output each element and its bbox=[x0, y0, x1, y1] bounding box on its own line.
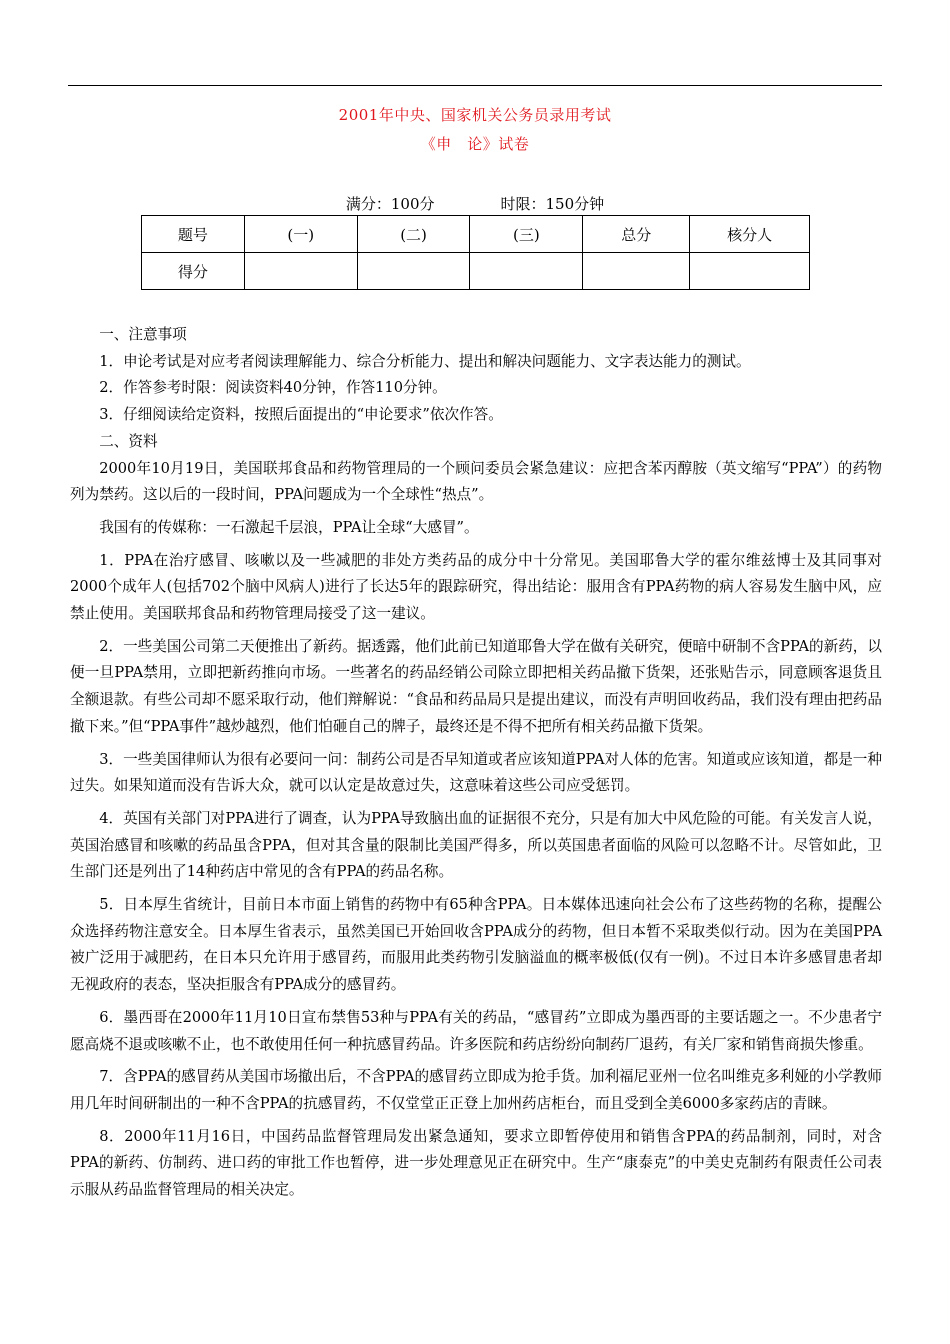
full-score: 满分：100分 bbox=[345, 195, 435, 213]
document-body bbox=[70, 322, 882, 1204]
exam-title: 2001年中央、国家机关公务员录用考试 bbox=[338, 106, 612, 124]
material-paragraph: 7．含PPA的感冒药从美国市场撤出后，不含PPA的感冒药立即成为抢手货。加利福尼亚州一位名叫维克多利娅的小学教师用几年时间研制出的一种不含PPA的抗感冒药，不仅堂堂正正登上加州药店柜台，而且受到全美6000多家药店的青睐。 bbox=[70, 1068, 882, 1112]
material-paragraph: 5．日本厚生省统计，目前日本市面上销售的药物中有65种含PPA。日本媒体迅速向社会公布了这些药物的名称，提醒公众选择药物注意安全。日本厚生省表示，虽然美国已开始回收含PPA成分的药物，但日本暂不采取类似行动。因为在美国PPA被广泛用于减肥药，在日本只允许用于感冒药，而服用此类药物引发脑溢血的概率极低(仅有一例)。不过日本许多感冒患者却无视政府的表态，坚决拒服含有PPA成分的感冒药。 bbox=[70, 896, 882, 994]
header-cell-total: 总分 bbox=[583, 216, 690, 253]
note-item: 3．仔细阅读给定资料，按照后面提出的“申论要求”依次作答。 bbox=[99, 406, 503, 424]
exam-meta bbox=[0, 193, 950, 214]
material-paragraph: 4．英国有关部门对PPA进行了调查，认为PPA导致脑出血的证据很不充分，只是有加大中风危险的可能。有关发言人说，英国治感冒和咳嗽的药品虽含PPA，但对其含量的限制比美国严得多，所以英国患者面临的风险可以忽略不计。尽管如此，卫生部门还是列出了14种药店中常见的含有PPA的药品名称。 bbox=[70, 809, 882, 881]
material-paragraph: 1．PPA在治疗感冒、咳嗽以及一些减肥的非处方类药品的成分中十分常见。美国耶鲁大学的霍尔维兹博士及其同事对2000个成年人(包括702个脑中风病人)进行了长达5年的跟踪研究，得出结论：服用含有PPA药物的病人容易发生脑中风，应禁止使用。美国联邦食品和药物管理局接受了这一建议。 bbox=[70, 551, 882, 623]
header-cell-checker: 核分人 bbox=[690, 216, 810, 253]
notes-heading: 一、注意事项 bbox=[99, 326, 187, 343]
score-cell-part-2 bbox=[357, 253, 470, 290]
materials-heading: 二、资料 bbox=[99, 432, 158, 450]
score-table bbox=[141, 215, 810, 290]
material-paragraph: 6．墨西哥在2000年11月10日宣布禁售53种与PPA有关的药品，“感冒药”立即成为墨西哥的主要话题之一。不少患者宁愿高烧不退或咳嗽不止，也不敢使用任何一种抗感冒药品。许多医院和药店纷纷向制药厂退药，有关厂家和销售商损失惨重。 bbox=[70, 1008, 882, 1053]
score-table-header-row bbox=[142, 216, 810, 253]
row-label-score: 得分 bbox=[142, 253, 245, 290]
score-cell-part-3 bbox=[470, 253, 583, 290]
exam-subtitle: 《申 论》试卷 bbox=[420, 135, 530, 153]
material-paragraph: 2．一些美国公司第二天便推出了新药。据透露，他们此前已知道耶鲁大学在做有关研究，便暗中研制不含PPA的新药，以便一旦PPA禁用，立即把新药推向市场。一些著名的药品经销公司除立即把相关药品撤下货架，还张贴告示，同意顾客退货且全额退款。有些公司却不愿采取行动，他们辩解说：“食品和药品局只是提出建议，而没有声明回收药品，我们没有理由把药品撤下来。”但“PPA事件”越炒越烈，他们怕砸自己的牌子，最终还是不得不把所有相关药品撤下货架。 bbox=[70, 637, 882, 735]
time-limit: 时限：150分钟 bbox=[500, 195, 605, 213]
header-cell-question-no: 题号 bbox=[142, 216, 245, 253]
score-table-score-row bbox=[142, 253, 810, 290]
top-rule bbox=[68, 85, 882, 86]
note-item: 2．作答参考时限：阅读资料40分钟，作答110分钟。 bbox=[99, 379, 447, 397]
note-item: 1．申论考试是对应考者阅读理解能力、综合分析能力、提出和解决问题能力、文字表达能力的测试。 bbox=[99, 352, 751, 370]
score-cell-part-1 bbox=[244, 253, 357, 290]
header-cell-part-2: (二) bbox=[357, 216, 470, 253]
header-cell-part-3: (三) bbox=[470, 216, 583, 253]
header-cell-part-1: (一) bbox=[244, 216, 357, 253]
score-cell-checker bbox=[690, 253, 810, 290]
material-paragraph: 3．一些美国律师认为很有必要问一问：制药公司是否早知道或者应该知道PPA对人体的危害。知道或应该知道，都是一种过失。如果知道而没有告诉大众，就可以认定是故意过失，这意味着这些公司应受惩罚。 bbox=[70, 750, 882, 795]
material-paragraph: 8．2000年11月16日，中国药品监督管理局发出紧急通知，要求立即暂停使用和销售含PPA的药品制剂，同时，对含PPA的新药、仿制药、进口药的审批工作也暂停，进一步处理意见正在研究中。生产“康泰克”的中美史克制药有限责任公司表示服从药品监督管理局的相关决定。 bbox=[70, 1127, 882, 1199]
materials-intro: 2000年10月19日，美国联邦食品和药物管理局的一个顾问委员会紧急建议：应把含苯丙醇胺（英文缩写“PPA”）的药物列为禁药。这以后的一段时间，PPA问题成为一个全球性“热点”。 bbox=[70, 459, 882, 504]
score-cell-total bbox=[583, 253, 690, 290]
materials-media-quote: 我国有的传媒称：一石激起千层浪，PPA让全球“大感冒”。 bbox=[99, 518, 479, 536]
